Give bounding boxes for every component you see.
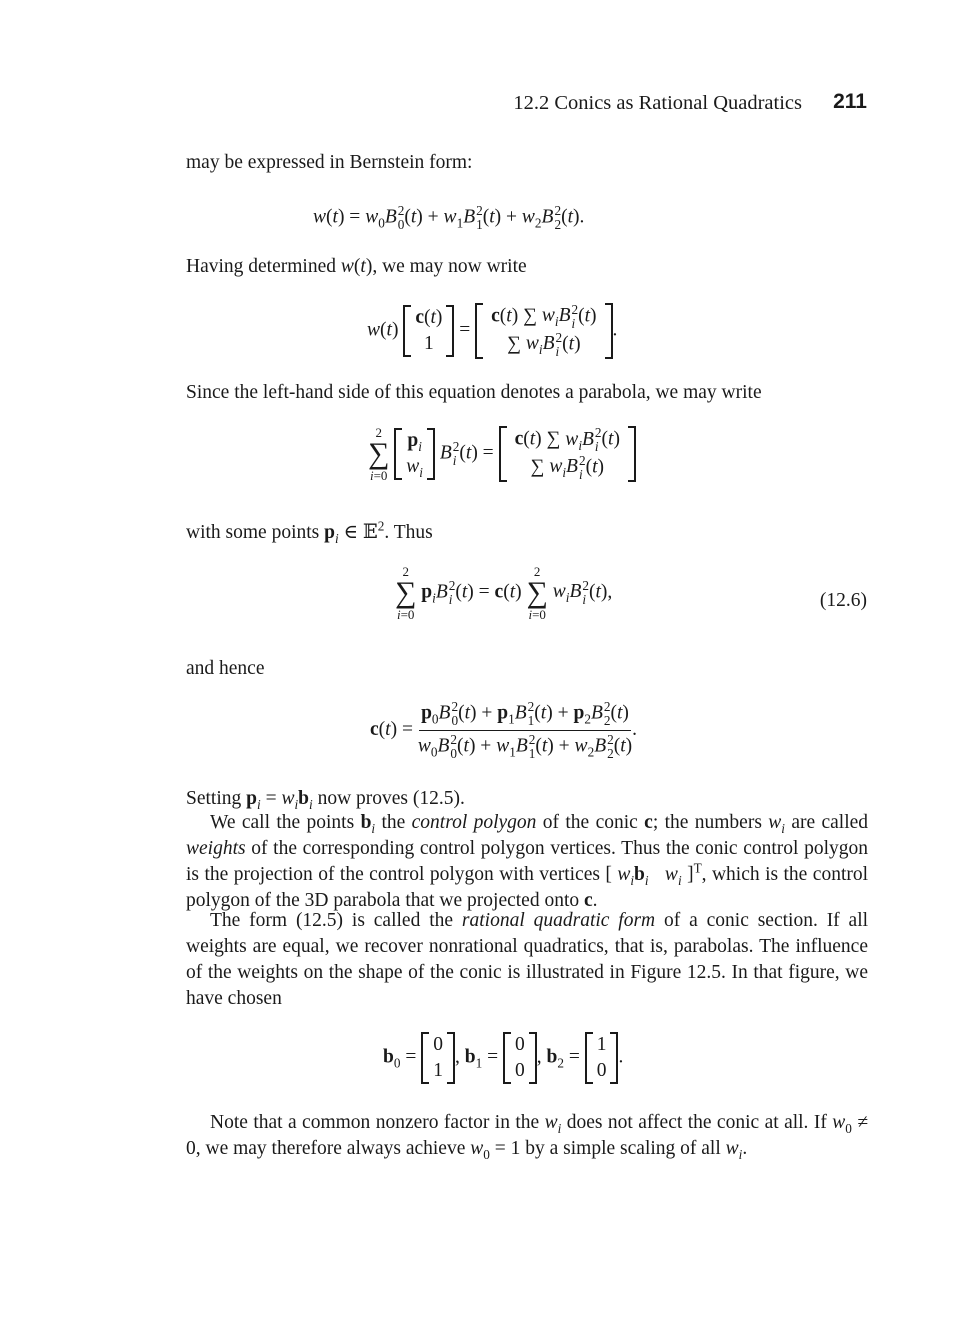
equation-number-12-6: (12.6) — [819, 590, 867, 611]
equation-weight-function: $w(t) = w_0B$ 2 0 $(t) + w_1B$ 2 1 $(t) + w_2B$ 2 2 (t). — [313, 203, 585, 232]
paragraph-bernstein-intro: may be expressed in Bernstein form: — [186, 152, 473, 173]
paragraph-having-determined: Having determined w(t), we may now write — [186, 256, 527, 277]
paragraph-left-hand-side: Since the left-hand side of this equation denotes a parabola, we may write — [186, 382, 762, 403]
equation-homogeneous-form: w(t) c(t) 1 = c(t) ∑ $w_iB$ 2 i (t) ∑ $w_iB$ 2 i (t) . — [367, 302, 618, 359]
equation-rational-quadratic: c(t) = $p_0B$ 2 0 $(t) + p_1B$ 2 1 $(t) + p_2B$ 2 2 (t) $w_0B$ 2 0 $(t) + w_1B$ 2 1 $(t) + w_2B$ 2 2 (t) . — [370, 699, 638, 761]
paragraph-rational-quadratic-form: The form (12.5) is called the rational quadratic form of a conic section. If all weights are equal, we recover nonrational quadratics, that is, parabolas. The influence of the weights on the shape of the conic is illustrated in Figure 12.5. In that figure, we have chosen — [186, 910, 869, 1009]
running-header-title: 12.2 Conics as Rational Quadratics — [513, 92, 802, 114]
paragraph-control-polygon: We call the points $b_i$ the control polygon of the conic c; the numbers $w_i$ are called weights of the corresponding control polygon vertices. Thus the conic control polygon is the projection of the control polygon with vertices [ $w_ib_i$ $w_i$ ]$^T$, which is the control polygon of the 3D parabola that we projected onto c. — [186, 812, 869, 911]
paragraph-setting-p: Setting $p_i = w_ib_i$ now proves (12.5). — [186, 788, 465, 812]
equation-control-points: $b_0$ = 0 1 , $b_1$ = 0 0 , $b_2$ = 1 0 . — [383, 1032, 623, 1084]
paragraph-with-some-points: with some points $p_i$ ∈ 𝔼$^2$. Thus — [186, 518, 433, 546]
paragraph-and-hence: and hence — [186, 658, 265, 679]
page-number: 211 — [833, 90, 867, 113]
equation-parabola-sum: 2 ∑ i=0 $p_i$ $w_i$ B 2 i (t) = c(t) ∑ $w_iB$ 2 i (t) ∑ $w_iB$ 2 i (t) — [368, 426, 636, 482]
paragraph-common-factor: Note that a common nonzero factor in the $w_i$ does not affect the conic at all. If $w_0 \ne 0$, we may therefore always achieve $w_0 = 1$ by a simple scaling of all $w_i$. — [186, 1112, 869, 1162]
equation-12-6: 2 ∑ i=0 $p_iB$ 2 i (t) = c(t) 2 ∑ i=0 $w_iB$ 2 i (t), — [395, 564, 613, 622]
